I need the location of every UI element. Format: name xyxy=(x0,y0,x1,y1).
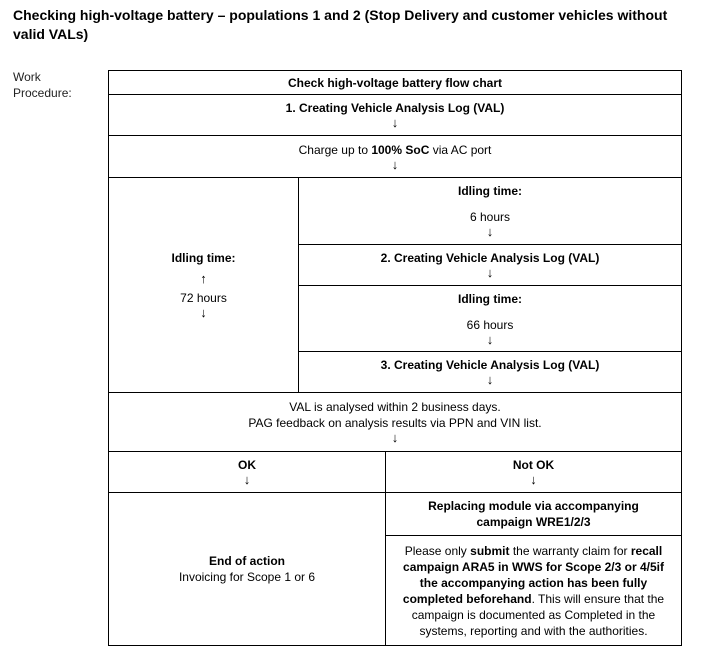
flowchart xyxy=(108,70,682,646)
analysis-line-1: VAL is analysed within 2 business days. xyxy=(289,400,501,414)
total-idle-cell xyxy=(108,177,299,393)
idle-6h-value: 6 hours xyxy=(469,210,511,224)
end-of-action-subtitle: Invoicing for Scope 1 or 6 xyxy=(178,570,316,584)
document-title: Checking high-voltage battery – populations 1 and 2 (Stop Delivery and customer vehicles without valid VALs) xyxy=(13,7,668,42)
idle-66h-label: Idling time: xyxy=(458,291,522,306)
step-2-label: 2. Creating Vehicle Analysis Log (VAL) xyxy=(380,251,600,265)
down-arrow-icon: ↓ xyxy=(391,115,399,130)
total-idle-value: 72 hours xyxy=(180,291,227,305)
end-of-action-cell xyxy=(108,492,386,646)
down-arrow-icon: ↓ xyxy=(391,430,399,445)
replace-module-line-2: campaign WRE1/2/3 xyxy=(476,515,591,529)
step-2-cell xyxy=(298,244,682,286)
step-3-cell xyxy=(298,351,682,393)
step-1-cell xyxy=(108,94,682,136)
idle-6h-cell xyxy=(298,177,682,245)
end-of-action-title: End of action xyxy=(209,554,285,568)
up-arrow-icon: ↑ xyxy=(200,271,207,286)
analysis-line-2: PAG feedback on analysis results via PPN and VIN list. xyxy=(248,416,542,430)
warranty-claim-text: Please only submit the warranty claim for recall campaign ARA5 in WWS for Scope 2/3 or 4/5if the accompanying action has been fully completed beforehand. This will ensure that the campaign is documented as Completed in the systems, reporting and with the authorities. xyxy=(402,543,665,638)
step-3-label: 3. Creating Vehicle Analysis Log (VAL) xyxy=(380,358,600,372)
down-arrow-icon: ↓ xyxy=(486,265,494,280)
ok-branch-cell xyxy=(108,451,386,493)
replace-module-cell xyxy=(385,492,682,536)
ok-label: OK xyxy=(238,458,256,472)
analysis-cell xyxy=(108,392,682,452)
flowchart-header: Check high-voltage battery flow chart xyxy=(108,70,682,95)
total-idle-label: Idling time: xyxy=(171,251,236,265)
step-1-label: 1. Creating Vehicle Analysis Log (VAL) xyxy=(285,101,505,115)
not-ok-branch-cell xyxy=(385,451,682,493)
idle-6h-label: Idling time: xyxy=(458,184,522,198)
replace-module-line-1: Replacing module via accompanying xyxy=(428,499,639,513)
down-arrow-icon: ↓ xyxy=(486,331,494,347)
down-arrow-icon: ↓ xyxy=(200,305,207,320)
down-arrow-icon: ↓ xyxy=(391,156,399,172)
down-arrow-icon: ↓ xyxy=(530,472,537,487)
down-arrow-icon: ↓ xyxy=(486,224,494,239)
idle-66h-value: 66 hours xyxy=(466,317,514,332)
down-arrow-icon: ↓ xyxy=(243,472,251,487)
work-procedure-label: Work Procedure: xyxy=(13,70,72,100)
not-ok-label: Not OK xyxy=(512,458,555,472)
idle-66h-cell xyxy=(298,285,682,352)
warranty-claim-cell xyxy=(385,535,682,646)
charge-cell xyxy=(108,135,682,178)
down-arrow-icon: ↓ xyxy=(486,372,494,387)
charge-text: Charge up to 100% SoC via AC port xyxy=(298,142,492,157)
